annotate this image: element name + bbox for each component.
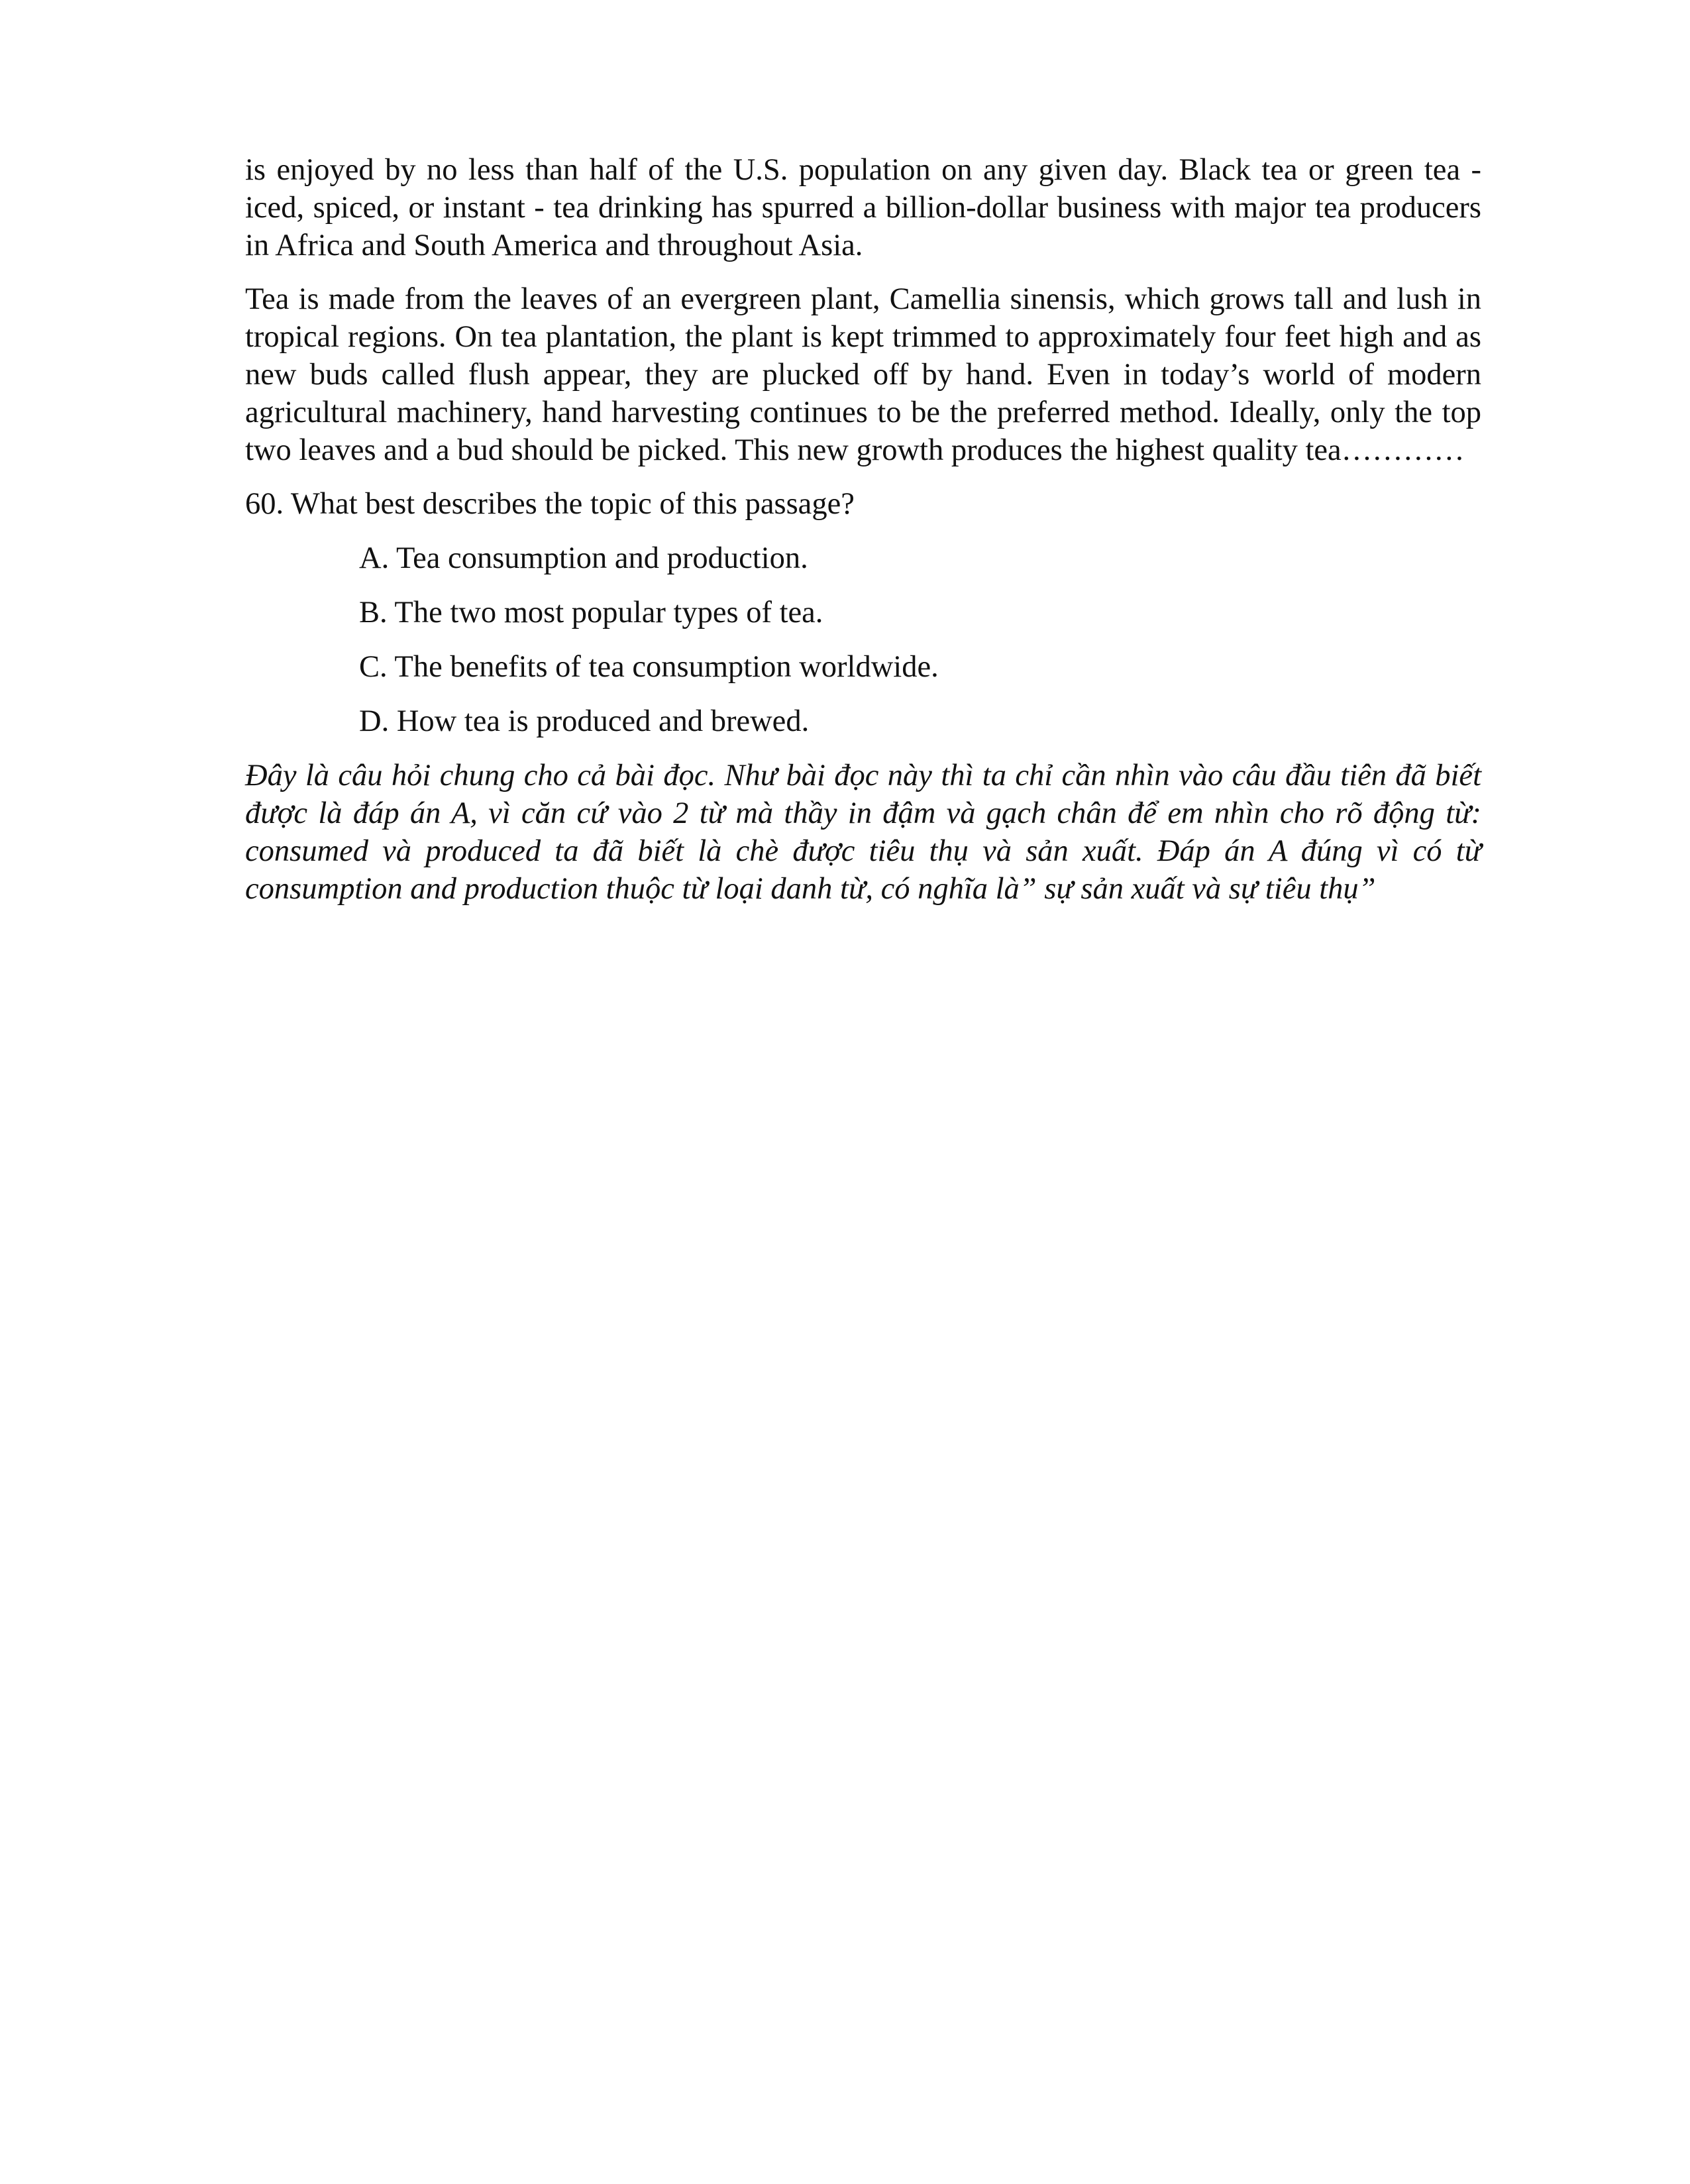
answer-option-b: B. The two most popular types of tea.: [359, 596, 823, 629]
answer-explanation: Đây là câu hỏi chung cho cả bài đọc. Như bài đọc này thì ta chỉ cần nhìn vào câu đầu tiên đã biết được là đáp án A, vì căn cứ vào 2 từ mà thầy in đậm và gạch chân để em nhìn cho rõ động từ: consumed và produced ta đã biết là chè được tiêu thụ và sản xuất. Đáp án A đúng vì có từ consumption and production thuộc từ loại danh từ, có nghĩa là” sự sản xuất và sự tiêu thụ”: [245, 759, 1481, 906]
answer-option-c: C. The benefits of tea consumption worldwide.: [359, 650, 939, 684]
question-text: 60. What best describes the topic of this passage?: [245, 487, 855, 521]
document-page: [245, 151, 1481, 908]
answer-option-d: D. How tea is produced and brewed.: [359, 704, 810, 738]
passage-paragraph-1: is enjoyed by no less than half of the U.S. population on any given day. Black tea or green tea - iced, spiced, or instant - tea drinking has spurred a billion-dollar business with major tea producers in Africa and South America and throughout Asia.: [245, 153, 1481, 262]
answer-option-a: A. Tea consumption and production.: [359, 541, 808, 575]
passage-paragraph-2: Tea is made from the leaves of an evergreen plant, Camellia sinensis, which grows tall and lush in tropical regions. On tea plantation, the plant is kept trimmed to approximately four feet high and as new buds called flush appear, they are plucked off by hand. Even in today’s world of modern agricultural machinery, hand harvesting continues to be the preferred method. Ideally, only the top two leaves and a bud should be picked. This new growth produces the highest quality tea…………: [245, 282, 1481, 467]
